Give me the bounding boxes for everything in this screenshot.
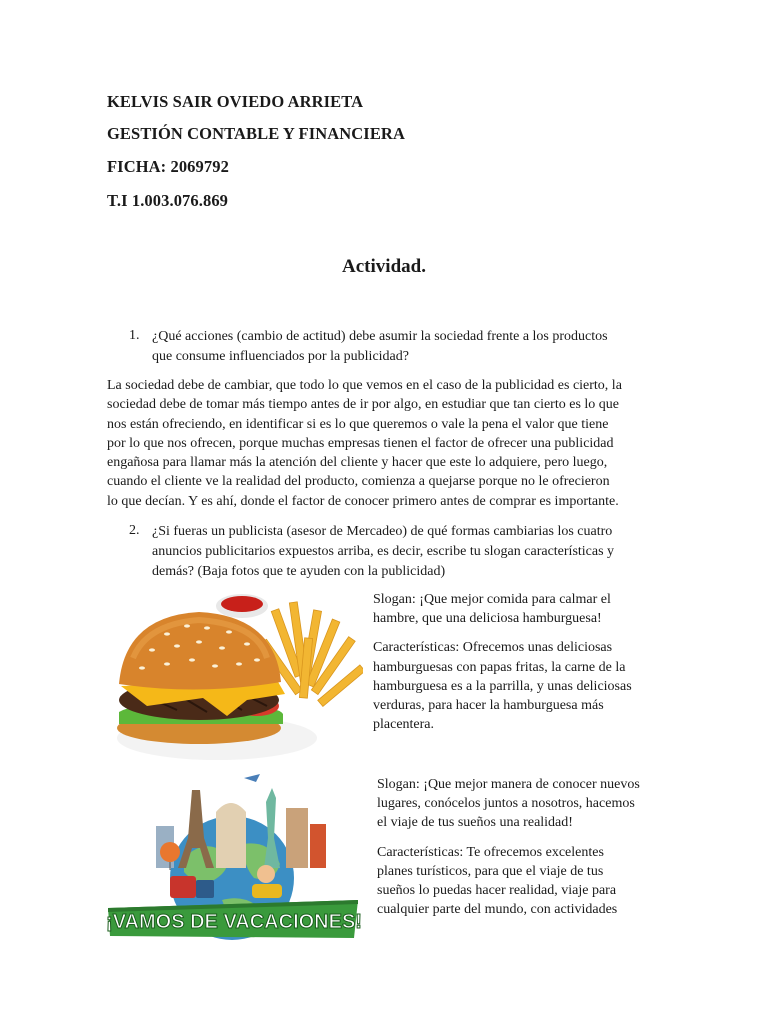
answer-line: lo que decían. Y es ahí, donde el factor de conocer primero antes de comprar es importante. [107, 493, 619, 509]
ad-2-slogan: Slogan: ¡Que mejor manera de conocer nuevos lugares, conócelos juntos a nosotros, hacemos el viaje de tus sueños una realidad! [377, 777, 640, 831]
vacation-banner-text: ¡VAMOS DE VACACIONES! [106, 911, 362, 933]
student-name: KELVIS SAIR OVIEDO ARRIETA [107, 92, 364, 111]
answer-line: nos están ofreciendo, en identificar si es lo que queremos o vale la pena el valor que tiene [107, 416, 609, 432]
burger-fries-image [107, 588, 363, 764]
question-line: ¿Qué acciones (cambio de actitud) debe asumir la sociedad frente a los productos [152, 329, 608, 344]
question-1 [152, 327, 672, 367]
answer-line: por lo que nos ofrecen, porque muchas empresas tienen el factor de ofrecer una publicidad [107, 435, 614, 451]
ad-1-features: Características: Ofrecemos unas deliciosas hamburguesas con papas fritas, la carne de la hamburguesa es a la parrilla, y unas deliciosas verduras, para hacer la hamburguesa más placentera. [373, 640, 632, 733]
ad-2-features: Características: Te ofrecemos excelentes planes turísticos, para que el viaje de tus sueños lo puedas hacer realidad, viaje para cualquier parte del mundo, con actividades [377, 844, 618, 918]
id-number: T.I 1.003.076.869 [107, 191, 229, 210]
answer-line: sociedad debe de tomar más tiempo antes de ir por algo, en estudiar que tan cierto es lo que [107, 397, 619, 413]
vacation-image [104, 768, 362, 944]
ad-1-slogan: Slogan: ¡Que mejor comida para calmar el hambre, que una deliciosa hamburguesa! [373, 592, 611, 627]
answer-1 [107, 376, 665, 511]
program-name: GESTIÓN CONTABLE Y FINANCIERA [107, 124, 405, 143]
question-2 [152, 522, 672, 582]
answer-line: engañosa para llamar más la atención del cliente y hacer que este lo adquiere, pero luego, [107, 455, 608, 471]
ficha-number: FICHA: 2069792 [107, 157, 229, 176]
question-line: anuncios publicitarios expuestos arriba, es decir, escribe tu slogan características y [152, 544, 615, 559]
answer-line: La sociedad debe de cambiar, que todo lo que vemos en el caso de la publicidad es cierto, la [107, 378, 622, 393]
answer-line: cuando el cliente ve la realidad del producto, comienza a quejarse porque no le ofrecieron [107, 474, 610, 490]
question-line: demás? (Baja fotos que te ayuden con la publicidad) [152, 564, 446, 579]
question-line: ¿Si fueras un publicista (asesor de Mercadeo) de qué formas cambiarias los cuatro [152, 524, 613, 539]
question-line: que consume influenciados por la publicidad? [152, 349, 409, 364]
ad-2-text [377, 775, 667, 919]
page-title: Actividad. [342, 256, 426, 277]
question-number: 2. [129, 523, 140, 538]
question-number: 1. [129, 328, 140, 343]
ad-1-text [373, 590, 663, 734]
